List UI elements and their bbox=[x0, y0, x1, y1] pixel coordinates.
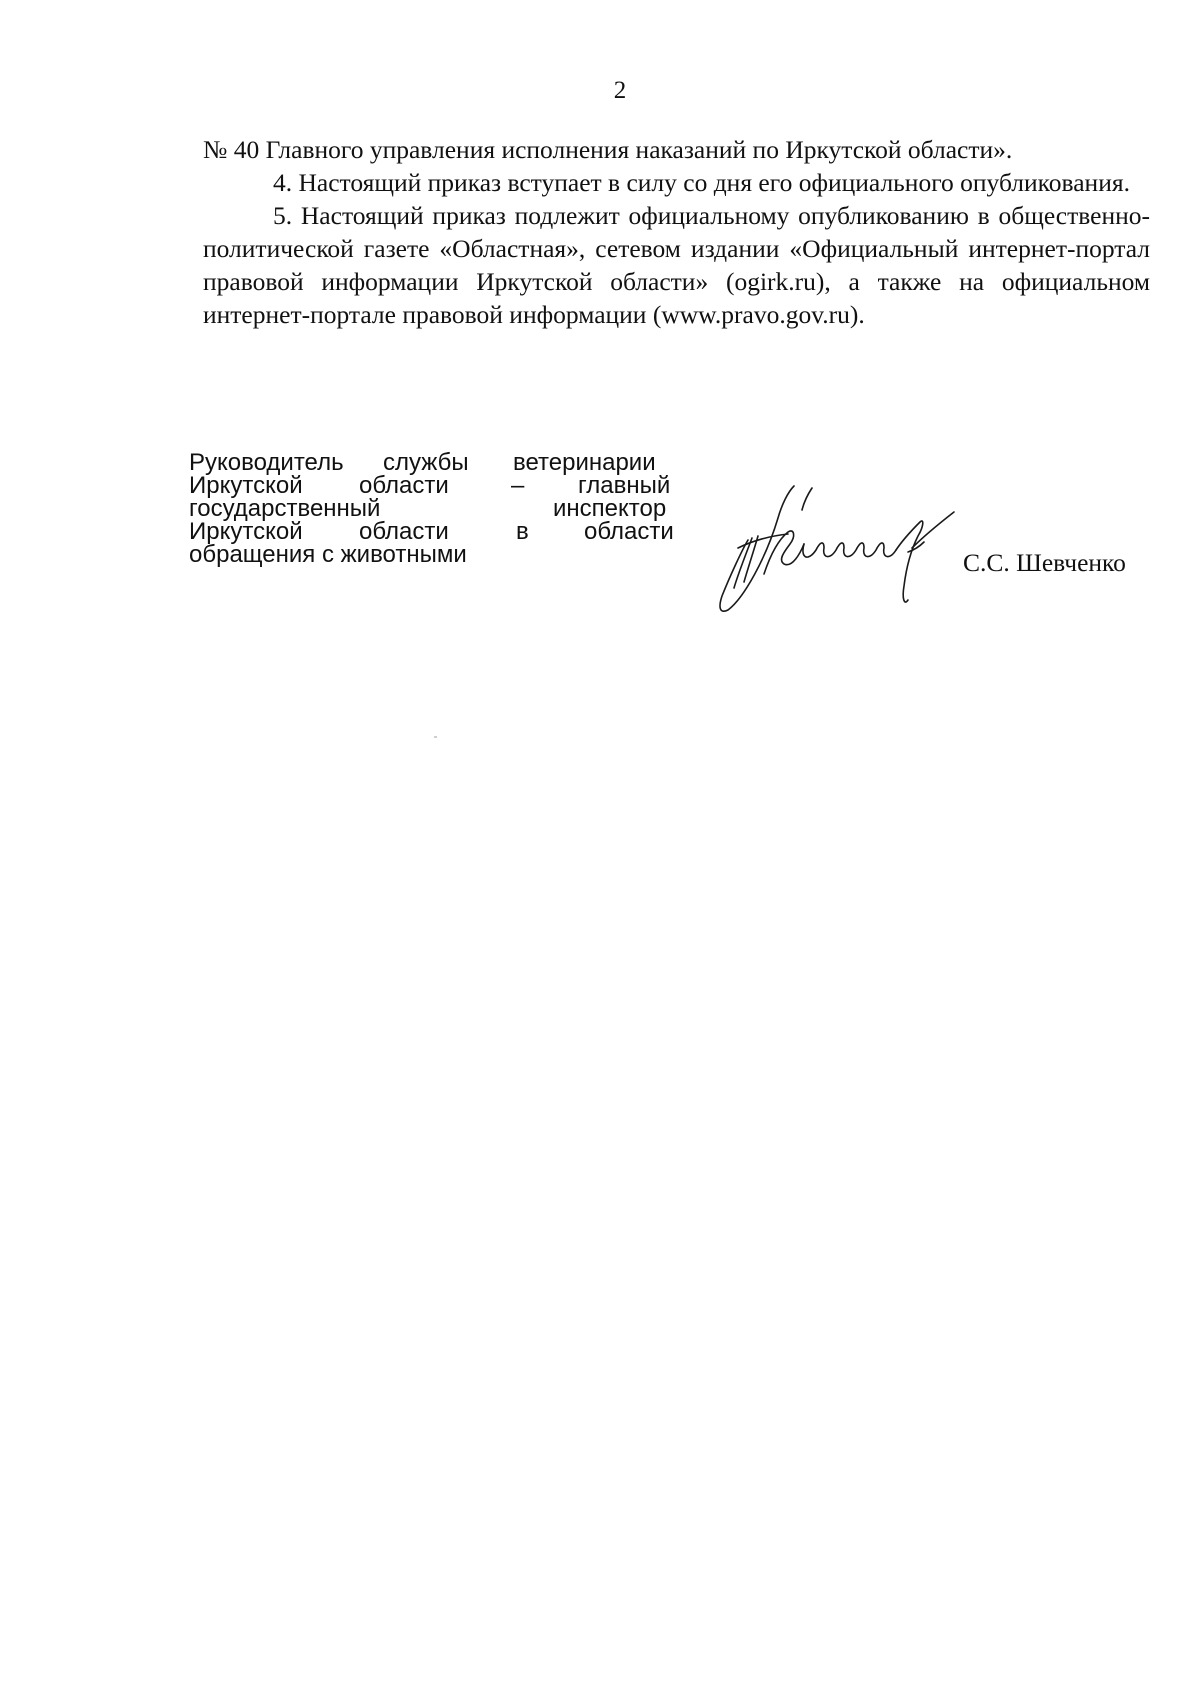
signatory-word: Иркутской bbox=[189, 518, 303, 545]
signatory-word: службы bbox=[383, 449, 469, 476]
signatory-word: Руководитель bbox=[189, 449, 344, 476]
signatory-word: государственный bbox=[189, 495, 381, 522]
signatory-title-line bbox=[189, 543, 678, 566]
signatory-word: обращения с животными bbox=[189, 541, 467, 568]
signatory-word: – bbox=[511, 472, 525, 499]
signatory-word: в bbox=[516, 518, 529, 545]
paragraph-continuation: № 40 Главного управления исполнения наказаний по Иркутской области». bbox=[203, 135, 1013, 164]
signatory-title-line bbox=[189, 520, 678, 543]
paragraph-item-4: 4. Настоящий приказ вступает в силу со дня его официального опубликования. bbox=[273, 168, 1130, 197]
document-body bbox=[203, 133, 1150, 331]
signatory-title-line bbox=[189, 497, 678, 520]
signatory-word: области bbox=[359, 518, 449, 545]
scan-speck bbox=[434, 736, 437, 738]
handwritten-signature bbox=[708, 478, 958, 622]
signer-name: С.С. Шевченко bbox=[963, 548, 1126, 577]
signatory-word: ветеринарии bbox=[513, 449, 656, 476]
signatory-title-line bbox=[189, 474, 678, 497]
paragraph-item-5: 5. Настоящий приказ подлежит официальному опубликованию в общественно-политической газете «Областная», сетевом издании «Официальный интернет-портал правовой информации Иркутской области» (ogirk.ru), а также на официальном интернет-портале правовой информации (www.pravo.gov.ru). bbox=[203, 201, 1150, 329]
signatory-word: главный bbox=[578, 472, 671, 499]
signatory-word: области bbox=[584, 518, 674, 545]
signatory-title bbox=[189, 451, 678, 566]
signatory-title-line bbox=[189, 451, 678, 474]
signatory-word: области bbox=[359, 472, 449, 499]
signatory-word: инспектор bbox=[553, 495, 667, 522]
page-number: 2 bbox=[613, 77, 627, 104]
signatory-word: Иркутской bbox=[189, 472, 303, 499]
